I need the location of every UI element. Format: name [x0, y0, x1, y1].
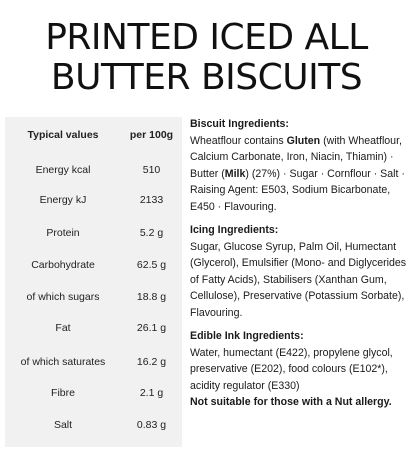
product-title-line-2: BUTTER BISCUITS — [50, 57, 363, 98]
nutrient-value: 510 — [142, 164, 161, 176]
biscuit-ingredients-text: (with Wheatflour, Calcium Carbonate, Iron, Niacin, Thiamin) · Butter ( — [190, 134, 402, 180]
nutrition-row — [5, 184, 182, 216]
nutrient-value: 2133 — [139, 194, 164, 206]
nutrient-label: Energy kcal — [35, 164, 91, 176]
icing-ingredients-heading: Icing Ingredients: — [190, 224, 279, 236]
biscuit-ingredients-text: ) (27%) · Sugar · Cornflour · Salt · Raising Agent: E503, Sodium Bicarbonate, E450 · Flavouring. — [190, 167, 405, 213]
nutrition-row — [5, 377, 182, 409]
biscuit-ingredients — [190, 116, 412, 215]
product-title-line-1: PRINTED ICED ALL — [45, 17, 368, 58]
icing-ingredients — [190, 222, 412, 321]
nutrition-table — [5, 117, 182, 447]
nutrient-label: Carbohydrate — [31, 259, 95, 271]
nutrition-row — [5, 217, 182, 249]
edible-ink-ingredients — [190, 328, 412, 411]
biscuit-ingredients-heading: Biscuit Ingredients: — [190, 118, 289, 130]
nut-allergy-warning: Not suitable for those with a Nut allergy. — [190, 396, 392, 408]
nutrition-row — [5, 281, 182, 313]
nutrition-header-row — [5, 119, 182, 151]
nutrition-row — [5, 346, 182, 378]
nutrition-row — [5, 249, 182, 281]
nutrient-label: of which sugars — [26, 291, 100, 303]
icing-ingredients-text: Sugar, Glucose Syrup, Palm Oil, Humectant (Glycerol), Emulsifier (Mono- and Diglycerides of Fatty Acids), Stabilisers (Xanthan Gum, Cellulose), Preservative (Potassium Sorbate), Flavouring. — [190, 240, 407, 319]
nutrient-label: Fat — [55, 322, 71, 334]
nutrient-value: 62.5 g — [136, 259, 167, 271]
nutrition-row — [5, 154, 182, 186]
nutrition-row — [5, 312, 182, 344]
ingredients-panel — [190, 116, 412, 411]
allergen-gluten: Gluten — [286, 134, 321, 147]
nutrient-value: 18.8 g — [136, 291, 167, 303]
nutrient-value: 2.1 g — [139, 387, 164, 399]
edible-ink-ingredients-heading: Edible Ink Ingredients: — [190, 330, 304, 342]
nutrient-label: Salt — [53, 419, 73, 431]
nutrient-value: 16.2 g — [136, 356, 167, 368]
nutrient-label: Energy kJ — [39, 194, 87, 206]
nutrition-row — [5, 409, 182, 441]
allergen-milk: Milk — [224, 167, 246, 180]
nutrient-label: of which saturates — [20, 356, 106, 368]
nutrient-label: Protein — [46, 227, 80, 239]
nutrient-label: Fibre — [51, 387, 75, 399]
nutrient-value: 0.83 g — [136, 419, 167, 431]
nutrition-header-label: Typical values — [27, 129, 99, 141]
edible-ink-ingredients-text: Water, humectant (E422), propylene glycol, preservative (E202), food colours (E102*), acidity regulator (E330) — [190, 346, 393, 392]
nutrition-header-value: per 100g — [129, 129, 174, 141]
biscuit-ingredients-text: Wheatflour contains — [190, 134, 287, 147]
nutrient-value: 26.1 g — [136, 322, 167, 334]
nutrient-value: 5.2 g — [139, 227, 164, 239]
